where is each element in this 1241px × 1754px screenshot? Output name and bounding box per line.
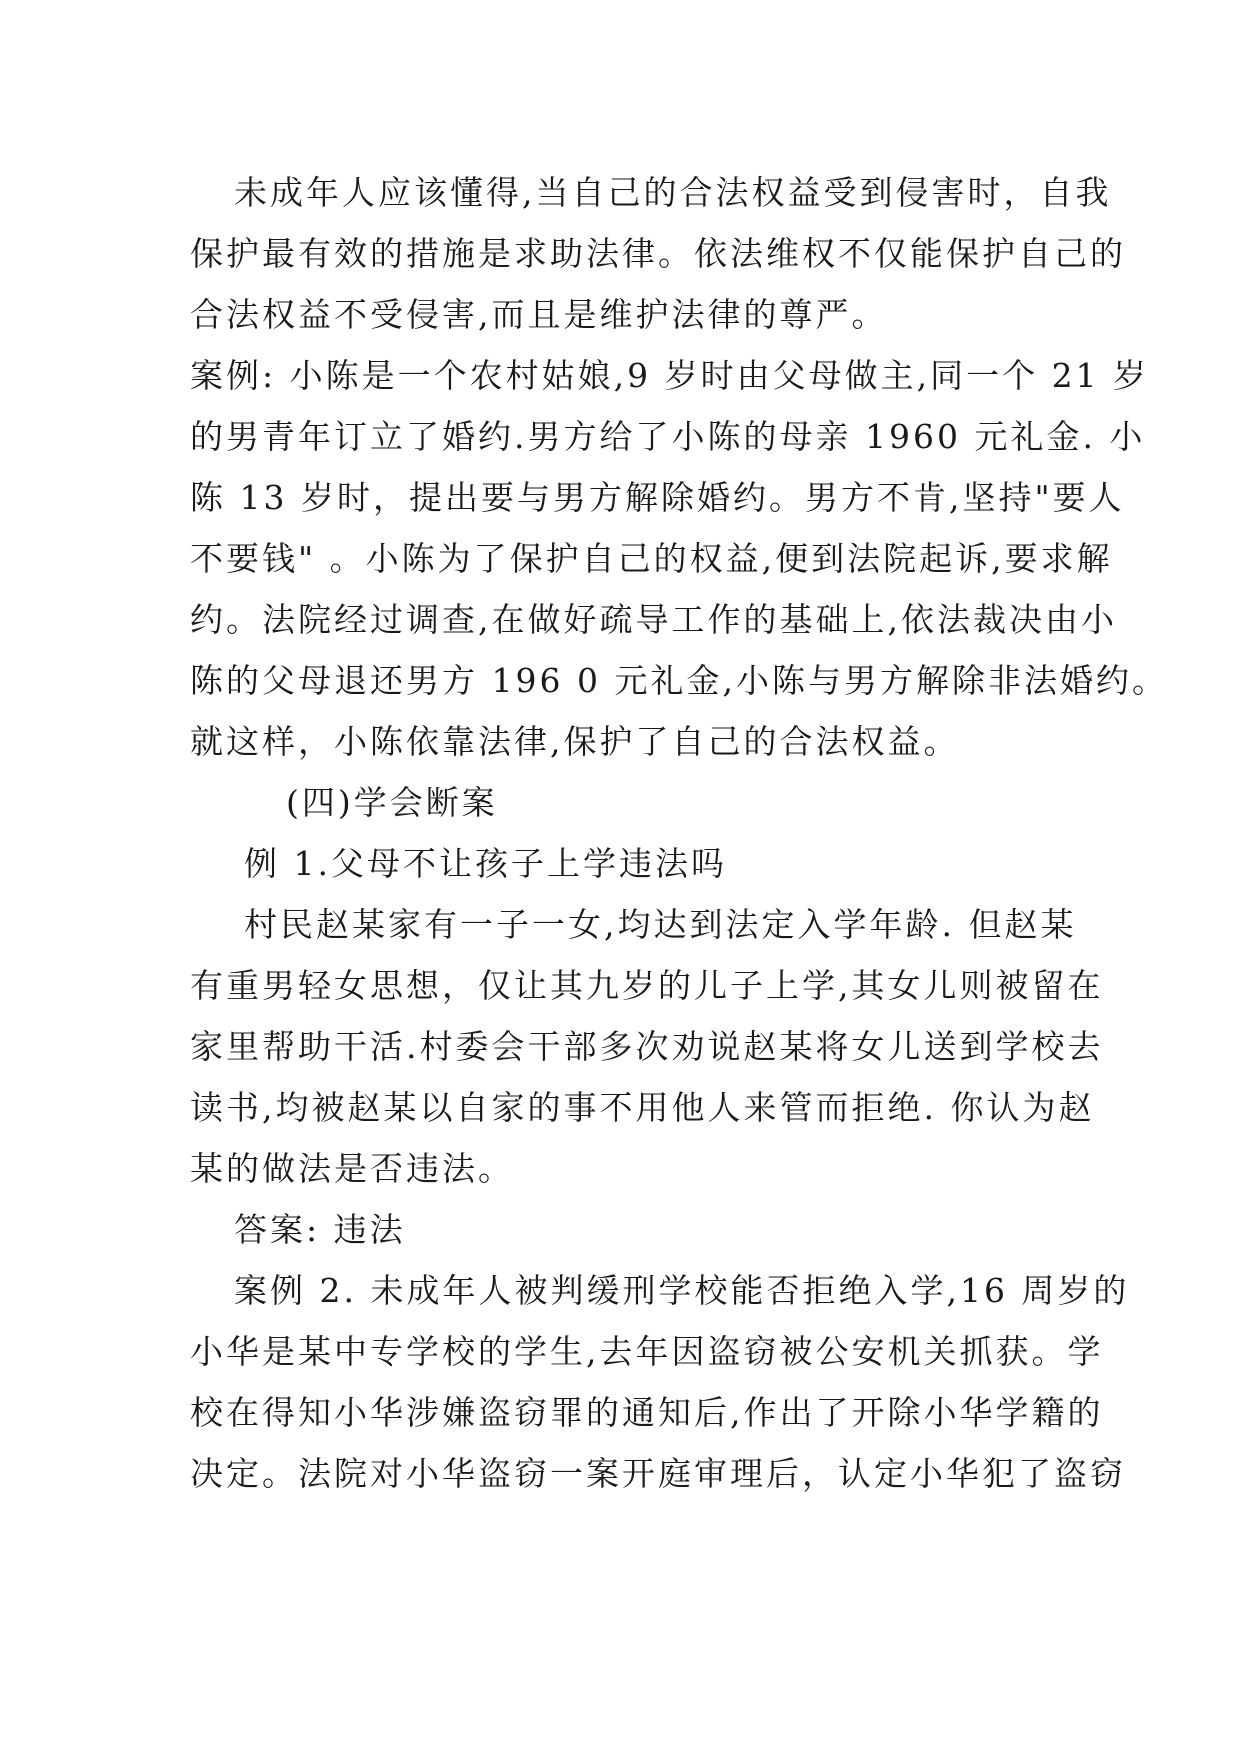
paragraph-line: 某的做法是否违法。: [190, 1149, 514, 1188]
paragraph-line: 未成年人应该懂得,当自己的合法权益受到侵害时，自我: [234, 173, 1112, 212]
paragraph-line: 决定。法院对小华盗窃一案开庭审理后，认定小华犯了盗窃: [190, 1454, 1126, 1493]
paragraph-line: 合法权益不受侵害,而且是维护法律的尊严。: [190, 295, 888, 334]
paragraph-line: 约。法院经过调查,在做好疏导工作的基础上,依法裁决由小: [190, 600, 1117, 639]
answer-line: 答案: 违法: [234, 1210, 406, 1249]
paragraph-line: 案例: 小陈是一个农村姑娘,9 岁时由父母做主,同一个 21 岁: [190, 356, 1150, 395]
paragraph-line: 家里帮助干活.村委会干部多次劝说赵某将女儿送到学校去: [190, 1027, 1104, 1066]
paragraph-line: 不要钱" 。小陈为了保护自己的权益,便到法院起诉,要求解: [190, 539, 1113, 578]
section-heading: (四)学会断案: [286, 783, 498, 822]
paragraph-line: 陈的父母退还男方 196 0 元礼金,小陈与男方解除非法婚约。: [190, 661, 1168, 700]
paragraph-line: 陈 13 岁时，提出要与男方解除婚约。男方不肯,坚持"要人: [190, 478, 1125, 517]
case-title: 案例 2. 未成年人被判缓刑学校能否拒绝入学,16 周岁的: [234, 1271, 1130, 1310]
example-title: 例 1.父母不让孩子上学违法吗: [244, 844, 727, 883]
paragraph-line: 小华是某中专学校的学生,去年因盗窃被公安机关抓获。学: [190, 1332, 1104, 1371]
paragraph-line: 读书,均被赵某以自家的事不用他人来管而拒绝. 你认为赵: [190, 1088, 1095, 1127]
paragraph-line: 校在得知小华涉嫌盗窃罪的通知后,作出了开除小华学籍的: [190, 1393, 1104, 1432]
paragraph-line: 就这样，小陈依靠法律,保护了自己的合法权益。: [190, 722, 960, 761]
paragraph-line: 有重男轻女思想，仅让其九岁的儿子上学,其女儿则被留在: [190, 966, 1104, 1005]
body-text: [190, 162, 1168, 1504]
paragraph-line: 保护最有效的措施是求助法律。依法维权不仅能保护自己的: [190, 234, 1126, 273]
paragraph-line: 村民赵某家有一子一女,均达到法定入学年龄. 但赵某: [244, 905, 1077, 944]
paragraph-line: 的男青年订立了婚约.男方给了小陈的母亲 1960 元礼金. 小: [190, 417, 1146, 456]
